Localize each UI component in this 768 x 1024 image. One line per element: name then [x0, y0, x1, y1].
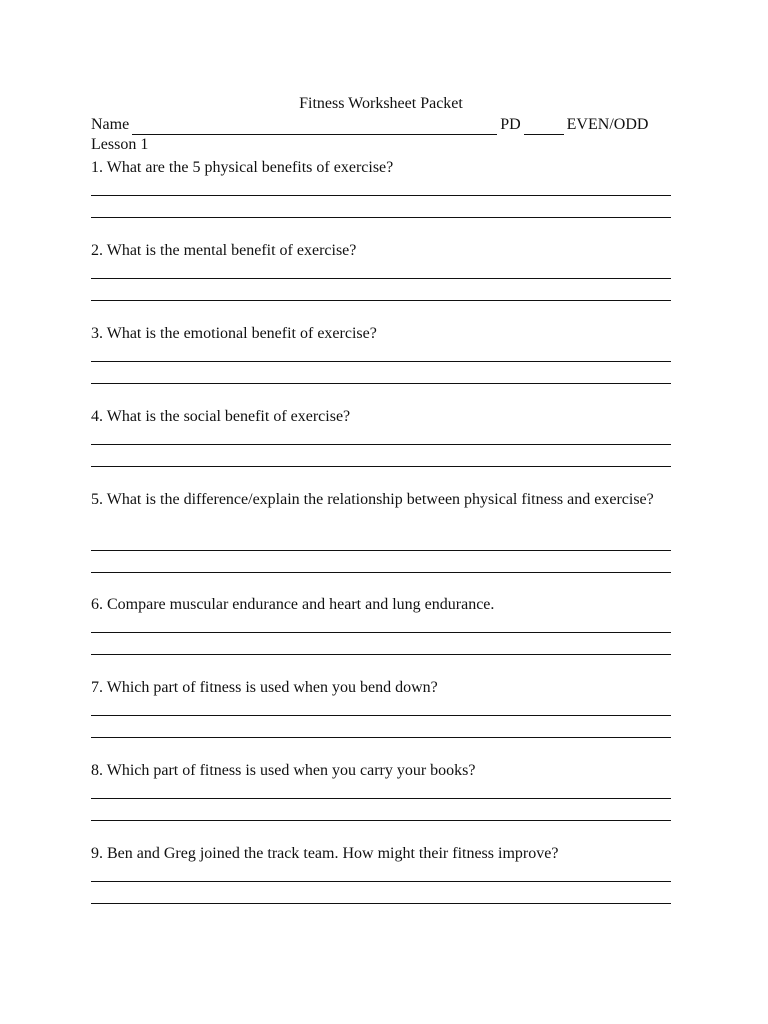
answer-line[interactable]: [91, 300, 671, 301]
answer-line[interactable]: [91, 466, 671, 467]
question-text: 1. What are the 5 physical benefits of exercise?: [91, 159, 394, 176]
name-label: Name: [91, 116, 130, 133]
question-text: 2. What is the mental benefit of exercise?: [91, 242, 357, 259]
answer-line[interactable]: [91, 383, 671, 384]
answer-line[interactable]: [91, 444, 671, 445]
name-row: [91, 114, 671, 135]
question-text: 6. Compare muscular endurance and heart and lung endurance.: [91, 596, 495, 613]
answer-line[interactable]: [91, 715, 671, 716]
answer-line[interactable]: [91, 195, 671, 196]
pd-label: PD: [500, 116, 521, 133]
lesson-label: Lesson 1: [91, 136, 149, 153]
answer-line[interactable]: [91, 217, 671, 218]
answer-line[interactable]: [91, 737, 671, 738]
even-odd-label: EVEN/ODD: [566, 116, 649, 133]
answer-line[interactable]: [91, 881, 671, 882]
question-text: 4. What is the social benefit of exercise?: [91, 408, 351, 425]
question-text: 8. Which part of fitness is used when you carry your books?: [91, 762, 476, 779]
question-text: 5. What is the difference/explain the relationship between physical fitness and exercise?: [91, 491, 654, 508]
worksheet-title: Fitness Worksheet Packet: [299, 95, 463, 112]
question-text: 7. Which part of fitness is used when you bend down?: [91, 679, 438, 696]
question-text: 3. What is the emotional benefit of exercise?: [91, 325, 377, 342]
answer-line[interactable]: [91, 903, 671, 904]
pd-blank[interactable]: [524, 119, 564, 135]
name-blank[interactable]: [132, 119, 497, 135]
answer-line[interactable]: [91, 361, 671, 362]
answer-line[interactable]: [91, 820, 671, 821]
answer-line[interactable]: [91, 550, 671, 551]
question-text: 9. Ben and Greg joined the track team. How might their fitness improve?: [91, 845, 559, 862]
answer-line[interactable]: [91, 278, 671, 279]
answer-line[interactable]: [91, 572, 671, 573]
worksheet-page: [91, 94, 671, 862]
answer-line[interactable]: [91, 798, 671, 799]
answer-line[interactable]: [91, 654, 671, 655]
answer-line[interactable]: [91, 632, 671, 633]
